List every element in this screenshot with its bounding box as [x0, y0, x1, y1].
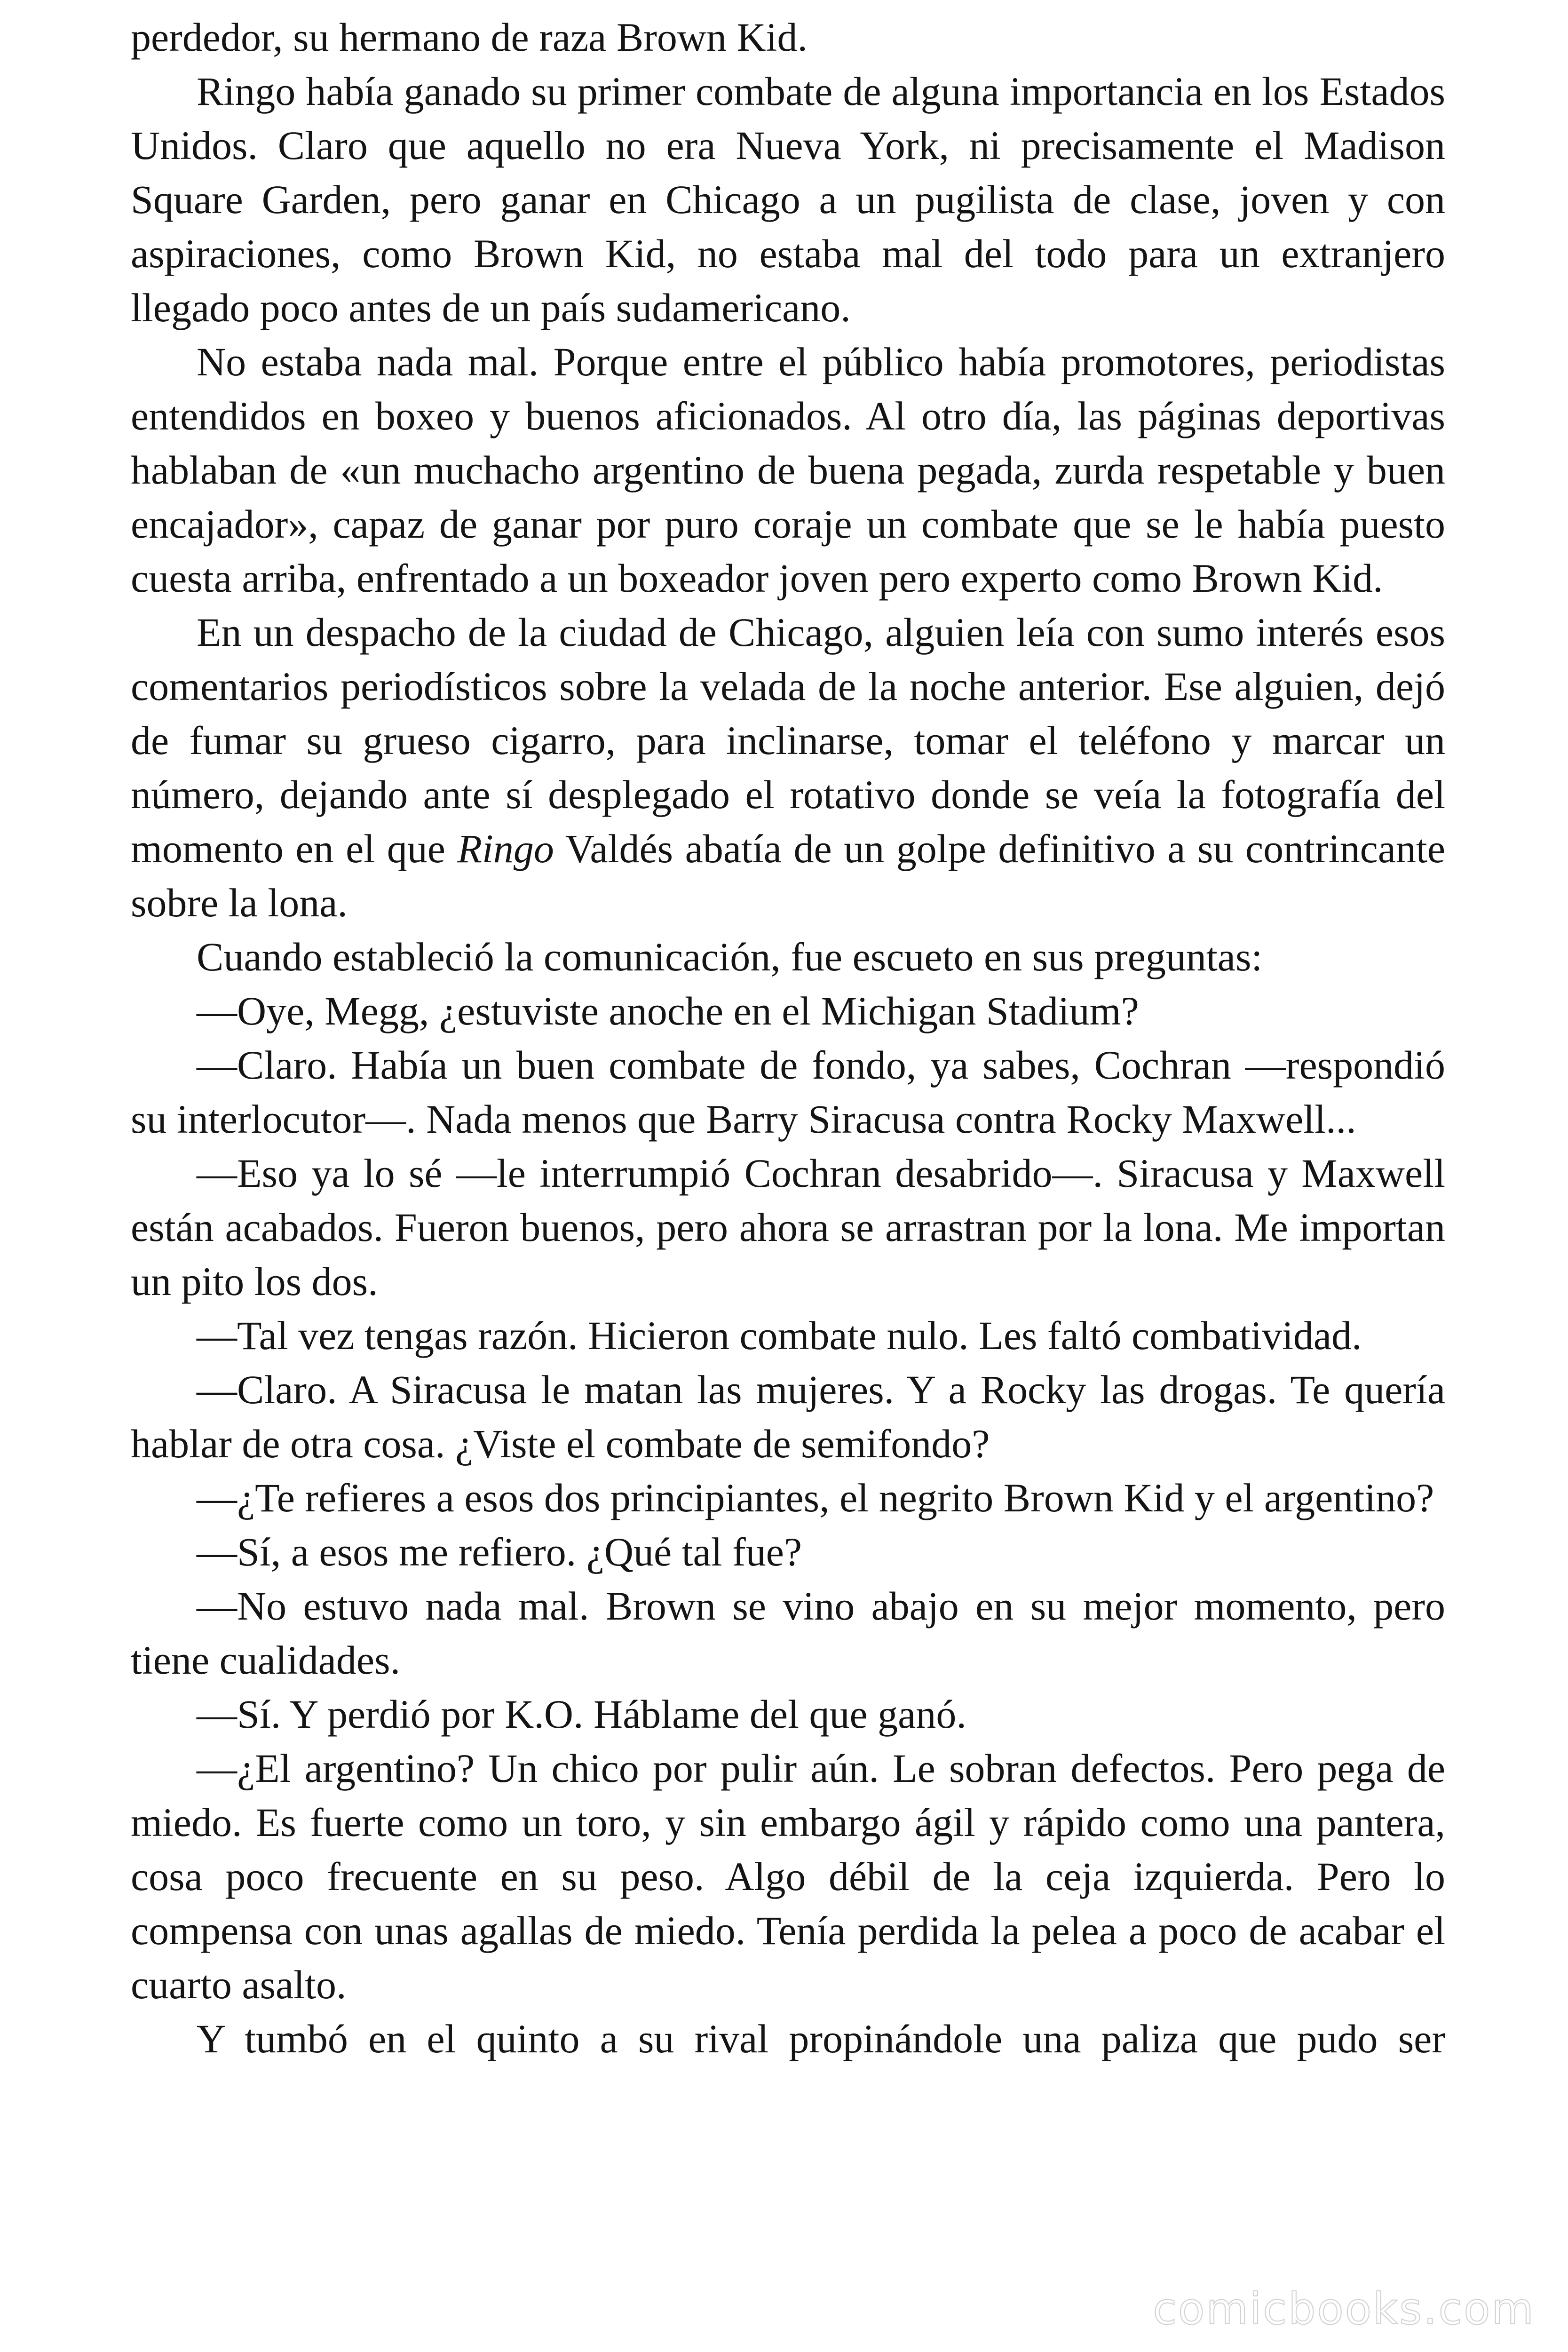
paragraph-4-text-before: En un despacho de la ciudad de Chicago, alguien leía con sumo interés esos comentarios periodísticos sobre la velada de la noche anterior. Ese alguien, dejó de fumar su grueso cigarro, para inclinarse, tomar el teléfono y marcar un número, dejando ante sí desplegado el rotativo donde se veía la fotografía del momento en el que [131, 610, 1445, 871]
paragraph-4 [131, 605, 1445, 930]
dialogue-1: —Oye, Megg, ¿estuviste anoche en el Michigan Stadium? [197, 988, 1139, 1033]
dialogue-2: —Claro. Había un buen combate de fondo, ya sabes, Cochran —respondió su interlocutor—. Nada menos que Barry Siracusa contra Rocky Maxwell... [131, 1042, 1445, 1142]
dialogue-3: —Eso ya lo sé —le interrumpió Cochran desabrido—. Siracusa y Maxwell están acabados. Fueron buenos, pero ahora se arrastran por la lona. Me importan un pito los dos. [131, 1151, 1445, 1304]
paragraph-5: Cuando estableció la comunicación, fue escueto en sus preguntas: [197, 934, 1263, 979]
paragraph-3: No estaba nada mal. Porque entre el público había promotores, periodistas entendidos en boxeo y buenos aficionados. Al otro día, las páginas deportivas hablaban de «un muchacho argentino de buena pegada, zurda respetable y buen encajador», capaz de ganar por puro coraje un combate que se le había puesto cuesta arriba, enfrentado a un boxeador joven pero experto como Brown Kid. [131, 339, 1445, 601]
watermark: comicbooks.com [1153, 2284, 1535, 2334]
body-text [131, 10, 1445, 2066]
paragraph-2: Ringo había ganado su primer combate de alguna importancia en los Estados Unidos. Claro que aquello no era Nueva York, ni precisamente el Madison Square Garden, pero ganar en Chicago a un pugilista de clase, joven y con aspiraciones, como Brown Kid, no estaba mal del todo para un extranjero llegado poco antes de un país sudamericano. [131, 69, 1445, 330]
dialogue-4: —Tal vez tengas razón. Hicieron combate nulo. Les faltó combatividad. [197, 1313, 1362, 1358]
paragraph-final: Y tumbó en el quinto a su rival propinándole una paliza que pudo ser [197, 2016, 1445, 2061]
dialogue-10: —¿El argentino? Un chico por pulir aún. Le sobran defectos. Pero pega de miedo. Es fuerte como un toro, y sin embargo ágil y rápido como una pantera, cosa poco frecuente en su peso. Algo débil de la ceja izquierda. Pero lo compensa con unas agallas de miedo. Tenía perdida la pelea a poco de acabar el cuarto asalto. [131, 1746, 1445, 2007]
dialogue-6: —¿Te refieres a esos dos principiantes, el negrito Brown Kid y el argentino? [197, 1475, 1434, 1520]
paragraph-4-text-after: Valdés abatía de un golpe definitivo a su contrincante sobre la lona. [131, 826, 1445, 925]
dialogue-9: —Sí. Y perdió por K.O. Háblame del que ganó. [197, 1692, 966, 1737]
dialogue-7: —Sí, a esos me refiero. ¿Qué tal fue? [197, 1529, 802, 1574]
paragraph-1: perdedor, su hermano de raza Brown Kid. [131, 15, 808, 60]
dialogue-5: —Claro. A Siracusa le matan las mujeres. Y a Rocky las drogas. Te quería hablar de otra cosa. ¿Viste el combate de semifondo? [131, 1367, 1445, 1466]
paragraph-4-italic-name: Ringo [457, 826, 554, 871]
dialogue-8: —No estuvo nada mal. Brown se vino abajo en su mejor momento, pero tiene cualidades. [131, 1583, 1445, 1683]
